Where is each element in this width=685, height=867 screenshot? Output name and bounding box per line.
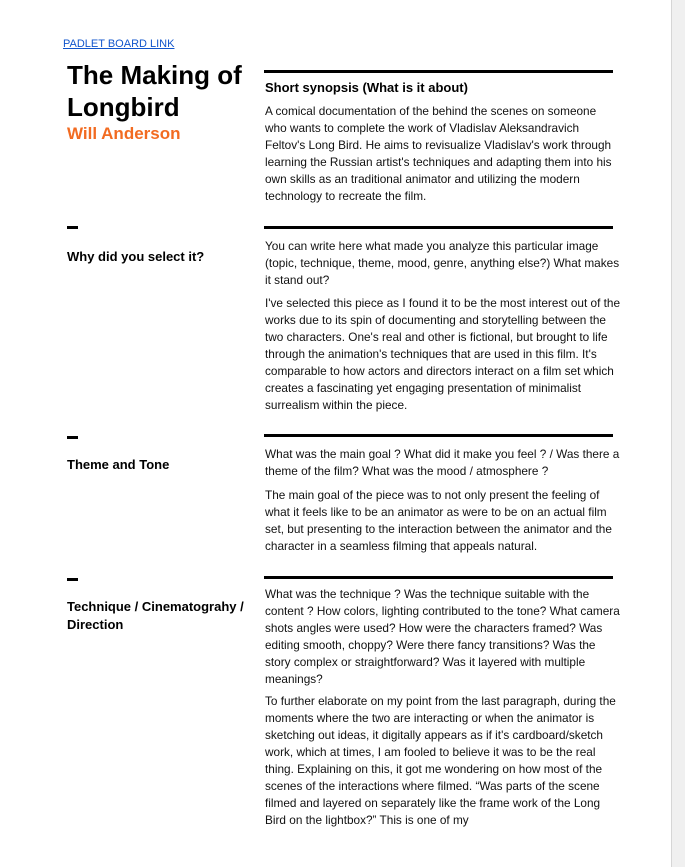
section-answer-technique: To further elaborate on my point from the last paragraph, during the moments where the two are interacting or when the animator is sketching out ideas, it digitally appears as if it's cardboard/sketch work, which at times, I am fooled to believe it was to be the real thing. Explaining on this, it got me wondering on how most of the scenes of the interactions where filmed. “Was parts of the scene filmed and layered on separately like the frame work of the Long Bird on the lightbox?” This is one of my — [265, 694, 616, 827]
section-marker-why — [67, 226, 78, 229]
page-edge — [671, 0, 685, 867]
section-answer-why: I've selected this piece as I found it to be the most interest out of the works due to its spin of documenting and storytelling between the two characters. One's real and other is fictional, but brought to life through the animation's techniques that are used in this film. It's comparable to how actors and directors interact on a film set which creates a fascinating yet engaging presentation of minimalist surrealism within the piece. — [265, 296, 621, 412]
section-marker-theme — [67, 436, 78, 439]
document-title: The Making of Longbird — [67, 60, 242, 122]
synopsis-heading: Short synopsis (What is it about) — [265, 80, 468, 95]
section-marker-technique — [67, 578, 78, 581]
section-label-why: Why did you select it? — [67, 249, 205, 264]
padlet-board-link[interactable]: PADLET BOARD LINK — [63, 38, 175, 50]
author-name: Will Anderson — [67, 124, 181, 143]
section-divider-synopsis — [264, 70, 613, 73]
section-answer-theme: The main goal of the piece was to not only present the feeling of what it feels like to be an animator as were to be on an actual film set, but presenting to the interaction between the animator and the character in a seamless filming that appeals natural. — [265, 488, 612, 553]
section-label-theme: Theme and Tone — [67, 457, 170, 472]
section-prompt-why: You can write here what made you analyze this particular image (topic, technique, theme, mood, genre, anything else?) What makes it stand out? — [265, 239, 620, 287]
section-divider-theme — [264, 434, 613, 437]
section-prompt-technique: What was the technique ? Was the technique suitable with the content ? How colors, lighting contributed to the tone? What camera shots angles were used? How were the characters framed? Was editing smooth, choppy? Were there fancy transitions? Was the story complex or straightforward? Was it layered with multiple meanings? — [265, 587, 620, 686]
synopsis-body: A comical documentation of the behind the scenes on someone who wants to complete the work of Vladislav Aleksandravich Feltov's Long Bird. He aims to revisualize Vladislav's work through learning the Russian artist's techniques and adapting them into his own skills as an traditional animator and utilizing the modern technology to recreate the film. — [265, 104, 612, 203]
section-divider-why — [264, 226, 613, 229]
section-label-technique: Technique / Cinematograhy / Direction — [67, 599, 244, 632]
section-prompt-theme: What was the main goal ? What did it make you feel ? / Was there a theme of the film? What was the mood / atmosphere ? — [265, 447, 620, 478]
section-divider-technique — [264, 576, 613, 579]
